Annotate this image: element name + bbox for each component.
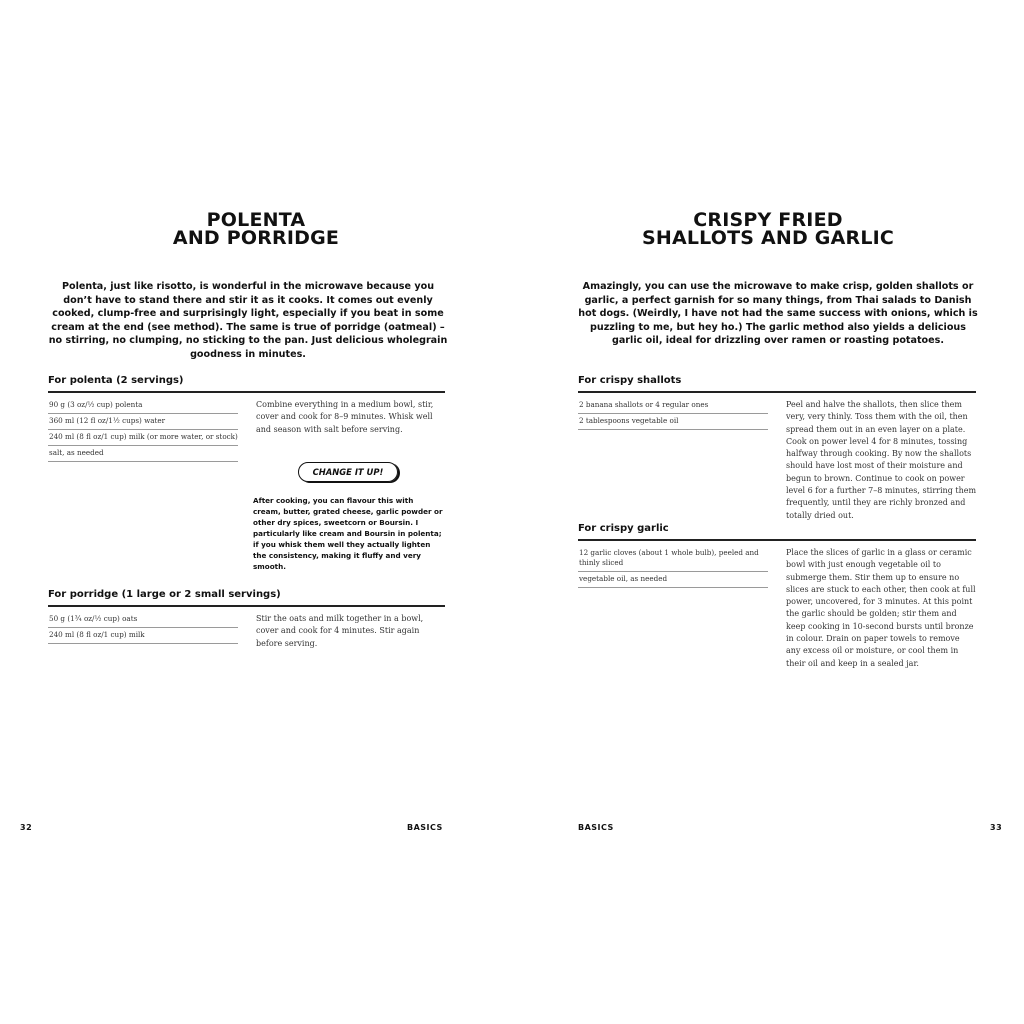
- change-it-up-badge: CHANGE IT UP!: [298, 462, 398, 482]
- title-line-2: SHALLOTS AND GARLIC: [641, 227, 895, 249]
- shallots-ingredients: [578, 398, 768, 430]
- ingredient-item: vegetable oil, as needed: [578, 572, 768, 588]
- ingredient-item: 90 g (3 oz/½ cup) polenta: [48, 398, 238, 414]
- porridge-ingredients: [48, 612, 238, 644]
- page-number: 33: [990, 823, 1003, 832]
- right-page: [512, 0, 1024, 1024]
- title-line-1: POLENTA: [206, 209, 306, 231]
- ingredient-item: 240 ml (8 fl oz/1 cup) milk (or more water, or stock): [48, 430, 238, 446]
- ingredient-item: 240 ml (8 fl oz/1 cup) milk: [48, 628, 238, 644]
- page-title: [0, 211, 512, 247]
- ingredient-item: 2 tablespoons vegetable oil: [578, 414, 768, 430]
- ingredient-item: 360 ml (12 fl oz/1½ cups) water: [48, 414, 238, 430]
- polenta-ingredients: [48, 398, 238, 462]
- garlic-heading-rule: [578, 539, 976, 541]
- intro-paragraph: Amazingly, you can use the microwave to make crisp, golden shallots or garlic, a perfect garnish for so many things, from Thai salads to Danish hot dogs. (Weirdly, I have not had the same success with onions, which is puzzling to me, but hey ho.) The garlic method also yields a delicious garlic oil, ideal for drizzling over ramen or roasting potatoes.: [578, 281, 978, 347]
- title-line-2: AND PORRIDGE: [172, 227, 340, 249]
- ingredient-item: 50 g (1¾ oz/½ cup) oats: [48, 612, 238, 628]
- porridge-heading: For porridge (1 large or 2 small servings): [48, 589, 281, 600]
- shallots-heading: For crispy shallots: [578, 375, 682, 386]
- section-label: BASICS: [578, 823, 614, 832]
- change-it-up-text: After cooking, you can flavour this with cream, butter, grated cheese, garlic powder or other dry spices, sweetcorn or Boursin. I particularly like cream and Boursin in polenta; if you whisk them well they actually lighten the consistency, making it fluffy and very smooth.: [253, 496, 443, 571]
- shallots-heading-rule: [578, 391, 976, 393]
- ingredient-item: salt, as needed: [48, 446, 238, 462]
- title-line-1: CRISPY FRIED: [693, 209, 843, 231]
- page-title: [512, 211, 1024, 247]
- ingredient-item: 12 garlic cloves (about 1 whole bulb), peeled and thinly sliced: [578, 546, 768, 572]
- garlic-method: Place the slices of garlic in a glass or ceramic bowl with just enough vegetable oil to submerge them. Stir them up to ensure no slices are stuck to each other, then cook at full power, uncovered, for 3 minutes. At this point the garlic should be golden; stir them and keep cooking in 10-second bursts until bronze in colour. Drain on paper towels to remove any excess oil or moisture, or cool them in their oil and keep in a sealed jar.: [786, 548, 976, 668]
- page-number: 32: [20, 823, 33, 832]
- polenta-method: Combine everything in a medium bowl, stir, cover and cook for 8–9 minutes. Whisk well and season with salt before serving.: [256, 400, 434, 434]
- porridge-method: Stir the oats and milk together in a bowl, cover and cook for 4 minutes. Stir again before serving.: [256, 614, 424, 648]
- intro-paragraph: Polenta, just like risotto, is wonderful in the microwave because you don’t have to stand there and stir it as it cooks. It comes out evenly cooked, clump-free and surprisingly light, especially if you beat in some cream at the end (see method). The same is true of porridge (oatmeal) – no stirring, no clumping, no sticking to the pan. Just delicious wholegrain goodness in minutes.: [48, 281, 448, 360]
- garlic-heading: For crispy garlic: [578, 523, 669, 534]
- ingredient-item: 2 banana shallots or 4 regular ones: [578, 398, 768, 414]
- shallots-method: Peel and halve the shallots, then slice them very, very thinly. Toss them with the oil, then spread them out in an even layer on a plate. Cook on power level 4 for 8 minutes, tossing halfway through cooking. By now the shallots should have lost most of their moisture and begun to brown. Continue to cook on power level 6 for a further 7–8 minutes, stirring them frequently, until they are richly bronzed and totally dried out.: [786, 400, 977, 520]
- garlic-ingredients: [578, 546, 768, 588]
- section-label: BASICS: [407, 823, 443, 832]
- polenta-heading: For polenta (2 servings): [48, 375, 184, 386]
- polenta-heading-rule: [48, 391, 445, 393]
- porridge-heading-rule: [48, 605, 445, 607]
